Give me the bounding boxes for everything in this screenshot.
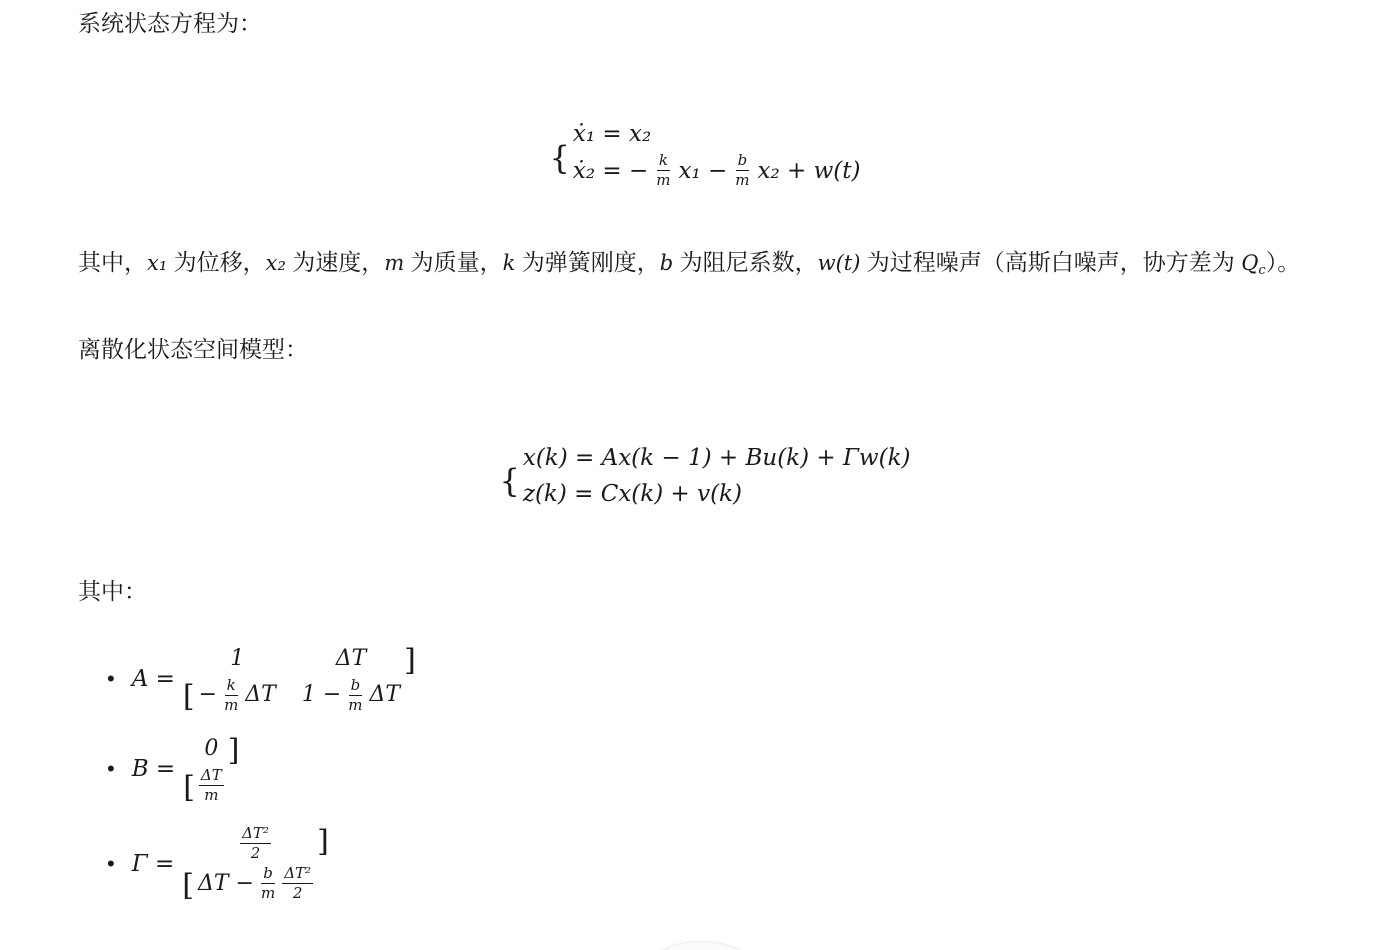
math-Q-base: Q — [1241, 250, 1259, 275]
math-Q-subscript: c — [1258, 262, 1266, 278]
fraction-numerator: k — [657, 152, 670, 171]
text-segment: 为质量， — [404, 248, 503, 275]
fraction-b-over-m — [346, 677, 364, 715]
equation-line-2: z(k) = Cx(k) + v(k) — [522, 480, 742, 507]
fraction-denominator: 2 — [292, 884, 303, 903]
matrix-cell-2 — [199, 767, 224, 805]
matrix-cell-12: ΔT — [335, 645, 367, 671]
fraction-denominator: m — [260, 884, 276, 903]
fraction-dT2-over-2 — [282, 865, 313, 903]
fraction-denominator: 2 — [250, 843, 261, 862]
heading-system-state-equation: 系统状态方程为： — [78, 10, 262, 36]
fraction-numerator: k — [225, 677, 238, 696]
equation-continuous-state — [78, 116, 1332, 190]
right-bracket: ] — [317, 823, 329, 859]
fraction-denominator: m — [348, 695, 363, 714]
text-segment: 其中， — [78, 248, 147, 275]
math-k: k — [502, 250, 516, 275]
math-segment: x₂ + w(t) — [757, 157, 861, 184]
matrix-Gamma-lhs: Γ = — [131, 850, 175, 877]
math-segment: ΔT — [245, 682, 276, 708]
paragraph-variable-definitions — [78, 236, 1332, 289]
math-segment: x₁ − — [678, 157, 728, 184]
left-bracket: [ — [182, 679, 195, 714]
matrix-definition-list — [107, 644, 1332, 903]
matrix-Gamma-column — [198, 825, 313, 903]
math-segment: − — [198, 682, 218, 708]
fraction-denominator: m — [224, 695, 239, 714]
right-bracket: ] — [404, 642, 416, 678]
fraction-dT2-over-2 — [240, 825, 271, 863]
equation-group — [499, 440, 910, 512]
matrix-A-lhs: A = — [131, 665, 175, 692]
fraction-numerator: b — [736, 152, 750, 171]
math-segment: 1 − — [301, 682, 342, 708]
math-segment: ẋ₂ = − — [572, 157, 649, 184]
list-item-matrix-Gamma — [107, 825, 1332, 903]
left-brace: { — [499, 461, 520, 500]
equation-line-1: ẋ₁ = x₂ — [572, 121, 652, 147]
left-bracket: [ — [183, 769, 195, 805]
fraction-denominator: m — [735, 171, 750, 190]
text-segment: 为速度， — [285, 248, 385, 275]
list-item-matrix-B — [107, 734, 1332, 805]
equation-group — [550, 116, 861, 190]
fraction-numerator: ΔT² — [282, 865, 313, 884]
matrix-cell-1: 0 — [204, 736, 219, 761]
equation-discrete-state — [78, 440, 1332, 512]
heading-discretized-model: 离散化状态空间模型： — [78, 335, 308, 362]
list-item-matrix-A — [107, 644, 1332, 715]
matrix-A-grid — [199, 644, 400, 715]
equation-rows — [523, 440, 911, 512]
equation-line-2 — [573, 152, 861, 190]
fraction-k-over-m — [654, 152, 672, 190]
fraction-numerator: b — [261, 865, 275, 884]
math-x2: x₂ — [265, 250, 286, 275]
right-bracket: ] — [227, 733, 240, 768]
fraction-denominator: m — [656, 171, 671, 190]
matrix-Gamma — [182, 825, 329, 903]
text-segment: 为过程噪声（高斯白噪声，协方差为 — [860, 248, 1242, 275]
math-segment: ΔT — [369, 682, 401, 708]
matrix-cell-2 — [198, 865, 313, 903]
equation-line-1: x(k) = Ax(k − 1) + Bu(k) + Γw(k) — [522, 444, 911, 471]
equation-rows — [573, 116, 861, 190]
math-Qc — [1241, 250, 1266, 278]
math-x1: x₁ — [147, 250, 168, 275]
text-segment: ）。 — [1265, 248, 1301, 275]
math-b: b — [659, 250, 674, 275]
matrix-cell-22 — [302, 677, 400, 715]
fraction-b-over-m — [733, 152, 751, 190]
matrix-cell-11: 1 — [230, 645, 245, 671]
math-wt: w(t) — [817, 250, 861, 275]
text-segment: 为阻尼系数， — [673, 248, 818, 275]
matrix-B-lhs: B = — [131, 756, 176, 783]
fraction-b-over-m — [259, 865, 277, 903]
math-segment: ΔT − — [197, 870, 254, 896]
bullet-icon: • — [107, 665, 115, 691]
text-segment: 为位移， — [167, 248, 266, 275]
matrix-B-column — [199, 734, 224, 805]
fraction-denominator: m — [204, 786, 219, 805]
heading-where: 其中： — [78, 577, 147, 604]
math-m: m — [384, 250, 405, 275]
matrix-cell-21 — [199, 677, 276, 715]
fraction-numerator: ΔT — [199, 767, 224, 786]
bullet-icon: • — [107, 756, 115, 782]
scroll-to-bottom-button[interactable] — [652, 941, 750, 950]
fraction-numerator: b — [349, 677, 363, 696]
matrix-A — [183, 644, 416, 715]
text-segment: 为弹簧刚度， — [515, 248, 660, 275]
left-brace: { — [549, 138, 570, 177]
matrix-cell-1 — [240, 825, 271, 863]
fraction-k-over-m — [222, 677, 240, 715]
matrix-B — [183, 734, 239, 805]
fraction-dT-over-m — [199, 767, 224, 805]
left-bracket: [ — [182, 867, 194, 903]
bullet-icon: • — [107, 850, 115, 876]
fraction-numerator: ΔT² — [240, 825, 271, 844]
